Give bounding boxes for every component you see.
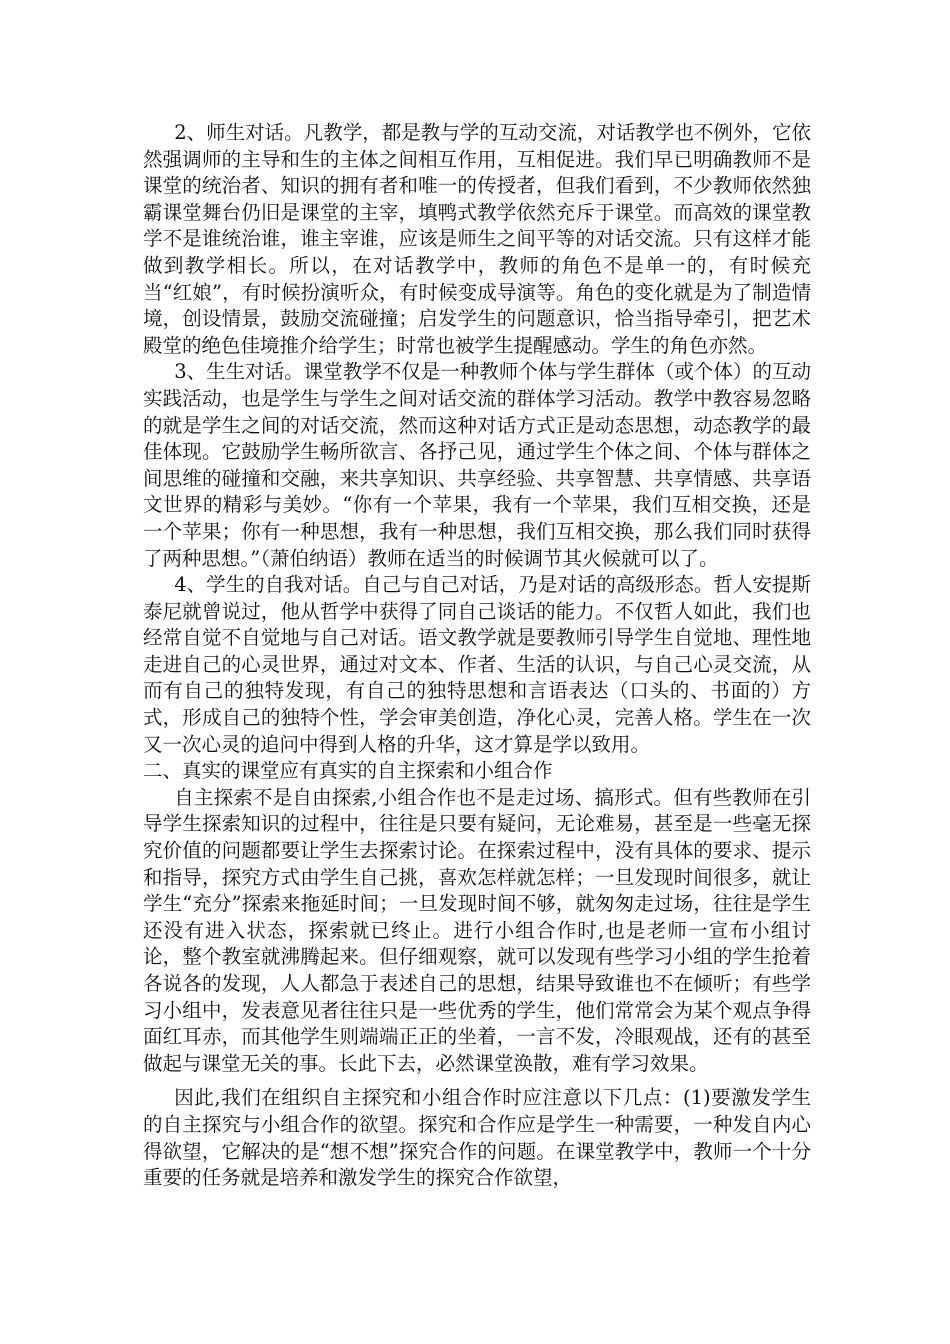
paragraph-therefore: 因此,我们在组织自主探究和小组合作时应注意以下几点：(1)要激发学生的自主探究与小组合作的欲望。探究和合作应是学生一种需要，一种发自内心得欲望，它解决的是“想不想”探究合作的问题。在课堂教学中，教师一个十分重要的任务就是培养和激发学生的探究合作欲望，: [143, 1086, 811, 1190]
paragraph-self-dialogue: 4、学生的自我对话。自己与自己对话，乃是对话的高级形态。哲人安提斯泰尼就曾说过，他从哲学中获得了同自己谈话的能力。不仅哲人如此，我们也经常自觉不自觉地与自己对话。语文教学就是要教师引导学生自觉地、理性地走进自己的心灵世界，通过对文本、作者、生活的认识，与自己心灵交流，从而有自己的独特发现，有自己的独特思想和言语表达（口头的、书面的）方式，形成自己的独特个性，学会审美创造，净化心灵，完善人格。学生在一次又一次心灵的追问中得到人格的升华，这才算是学以致用。: [143, 573, 811, 756]
section-heading: 二、真实的课堂应有真实的自主探索和小组合作: [143, 759, 553, 783]
paragraph-teacher-student-dialogue: 2、师生对话。凡教学，都是教与学的互动交流，对话教学也不例外，它依然强调师的主导和生的主体之间相互作用，互相促进。我们早已明确教师不是课堂的统治者、知识的拥有者和唯一的传授者，但我们看到，不少教师依然独霸课堂舞台仍旧是课堂的主宰，填鸭式教学依然充斥于课堂。而高效的课堂教学不是谁统治谁，谁主宰谁，应该是师生之间平等的对话交流。只有这样才能做到教学相长。所以，在对话教学中，教师的角色不是单一的，有时候充当“红娘”，有时候扮演听众，有时候变成导演等。角色的变化就是为了制造情境，创设情景，鼓励交流碰撞；启发学生的问题意识，恰当指导牵引，把艺术殿堂的绝色佳境推介给学生；时常也被学生提醒感动。学生的角色亦然。: [143, 121, 811, 357]
document-page: [143, 120, 811, 1192]
paragraph-student-student-dialogue: 3、生生对话。课堂教学不仅是一种教师个体与学生群体（或个体）的互动实践活动，也是学生与学生之间对话交流的群体学习活动。教学中教容易忽略的就是学生之间的对话交流，然而这种对话方式正是动态思想，动态教学的最佳体现。它鼓励学生畅所欲言、各抒己见，通过学生个体之间、个体与群体之间思维的碰撞和交融，来共享知识、共享经验、共享智慧、共享情感、共享语文世界的精彩与美妙。“你有一个苹果，我有一个苹果，我们互相交换，还是一个苹果；你有一种思想，我有一种思想，我们互相交换，那么我们同时获得了两种思想。”（萧伯纳语）教师在适当的时候调节其火候就可以了。: [143, 360, 811, 570]
paragraph-autonomous-exploration: 自主探索不是自由探索,小组合作也不是走过场、搞形式。但有些教师在引导学生探索知识的过程中，往往是只要有疑问，无论难易，甚至是一些毫无探究价值的问题都要让学生去探索讨论。在探索过程中，没有具体的要求、提示和指导，探究方式由学生自己挑，喜欢怎样就怎样；一旦发现时间很多，就让学生“充分”探索来拖延时间；一旦发现时间不够，就匆匆走过场，往往是学生还没有进入状态，探索就已终止。进行小组合作时,也是老师一宣布小组讨论，整个教室就沸腾起来。但仔细观察，就可以发现有些学习小组的学生抢着各说各的发现，人人都急于表述自己的思想，结果导致谁也不在倾听；有些学习小组中，发表意见者往往只是一些优秀的学生，他们常常会为某个观点争得面红耳赤，而其他学生则端端正正的坐着，一言不发，冷眼观战，还有的甚至做起与课堂无关的事。长此下去，必然课堂涣散，难有学习效果。: [143, 785, 811, 1075]
